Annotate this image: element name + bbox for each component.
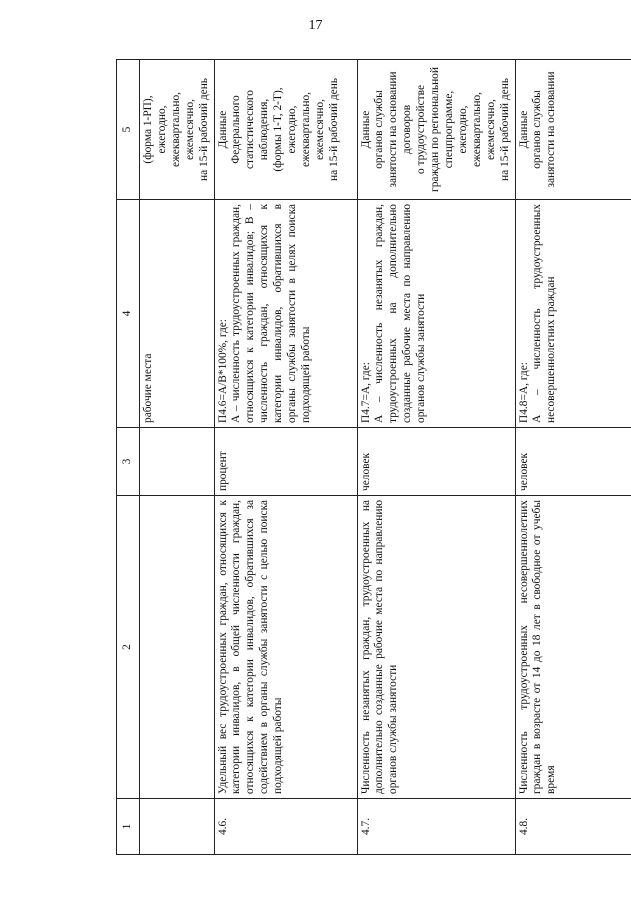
source-line: договоров <box>401 104 414 155</box>
formula: П4.6=A/B*100%, где: <box>216 319 229 423</box>
source-line: органов службы <box>531 90 544 169</box>
unit-cell: процент <box>214 428 357 496</box>
row-number: 4.6. <box>214 799 357 855</box>
indicator-name: Численность трудоустроенных несовершеннолетних граждан в возрасте от 14 до 18 лет в свободное от учебы время <box>515 496 631 799</box>
source-line: Данные <box>216 110 229 149</box>
table-frame <box>116 60 606 855</box>
table-row <box>515 60 631 855</box>
source-line: органов службы <box>373 90 386 169</box>
source-line: Данные <box>359 110 372 149</box>
source-line: граждан по региональной <box>429 67 442 192</box>
table-row <box>357 60 515 855</box>
method-cell <box>140 200 215 428</box>
method-cell <box>357 200 515 428</box>
source-line: ежегодно, <box>456 105 469 154</box>
source-line: Данные <box>517 110 530 149</box>
source-line: ежегодно, <box>155 105 168 154</box>
row-number: 4.8. <box>515 799 631 855</box>
source-line: занятости на основании <box>387 71 400 188</box>
source-cell <box>515 60 631 200</box>
table-cell <box>140 496 215 799</box>
table-cell <box>140 428 215 496</box>
source-cell <box>140 60 215 200</box>
table-row <box>140 60 215 855</box>
column-number-row <box>117 60 140 855</box>
unit-cell: человек <box>515 428 631 496</box>
source-line: (формы 1-Т, 2-Т), <box>272 87 285 172</box>
formula: П4.7=А, где: <box>359 362 372 423</box>
method-cell <box>515 200 631 428</box>
table-row <box>214 60 357 855</box>
source-line: на 15-й рабочий день <box>197 78 210 181</box>
source-line: (форма 1-РП), <box>142 95 154 164</box>
page-number: 17 <box>308 18 323 33</box>
column-header: 2 <box>117 496 140 799</box>
source-line: ежемесячно, <box>484 98 497 161</box>
rotated-table <box>116 60 606 855</box>
source-line: на 15-й рабочий день <box>327 78 340 181</box>
method-text: А – численность трудоустроенных несовершеннолетних граждан <box>531 204 558 423</box>
indicator-name: Численность незанятых граждан, трудоустроенных на дополнительно созданные рабочие места по направлению органов службы занятости <box>357 496 515 799</box>
method-text: А – численность незанятых граждан, трудоустроенных на дополнительно созданные рабочие места по направлению органов службы занятости <box>373 204 428 423</box>
source-line: на 15-й рабочий день <box>498 78 511 181</box>
source-line: наблюдения, <box>258 98 271 161</box>
source-line: ежегодно, <box>286 105 299 154</box>
source-line: о трудоустройстве <box>415 85 428 174</box>
column-header: 4 <box>117 200 140 428</box>
column-header: 5 <box>117 60 140 200</box>
source-line: занятости на основании <box>545 71 558 188</box>
column-header: 1 <box>117 799 140 855</box>
unit-cell: человек <box>357 428 515 496</box>
source-line: спецпрограмме, <box>442 90 455 169</box>
table-cell <box>140 799 215 855</box>
formula: П4.8=А, где: <box>517 362 530 423</box>
row-number: 4.7. <box>357 799 515 855</box>
source-line: ежеквартально, <box>299 92 312 167</box>
method-text: A – численность трудоустроенных граждан, относящихся к категории инвалидов; B – численность граждан, относящихся к категории инвалидов, обратившихся в органы службы занятости в целях поиска подходящей работы <box>230 204 312 423</box>
method-text: рабочие места <box>142 353 154 423</box>
source-cell <box>357 60 515 200</box>
method-cell <box>214 200 357 428</box>
source-line: ежеквартально, <box>470 92 483 167</box>
source-line: Федерального <box>230 95 243 164</box>
source-line: ежеквартально, <box>169 92 182 167</box>
source-line: статистического <box>244 90 257 169</box>
indicators-table <box>116 59 631 855</box>
source-cell <box>214 60 357 200</box>
source-line: ежемесячно, <box>183 98 196 161</box>
column-header: 3 <box>117 428 140 496</box>
indicator-name: Удельный вес трудоустроенных граждан, относящихся к категории инвалидов, в общей численности граждан, относящихся к категории инвалидов, обратившихся за содействием в органы службы занятости с целью поиска подходящей работы <box>214 496 357 799</box>
source-line: ежемесячно, <box>313 98 326 161</box>
